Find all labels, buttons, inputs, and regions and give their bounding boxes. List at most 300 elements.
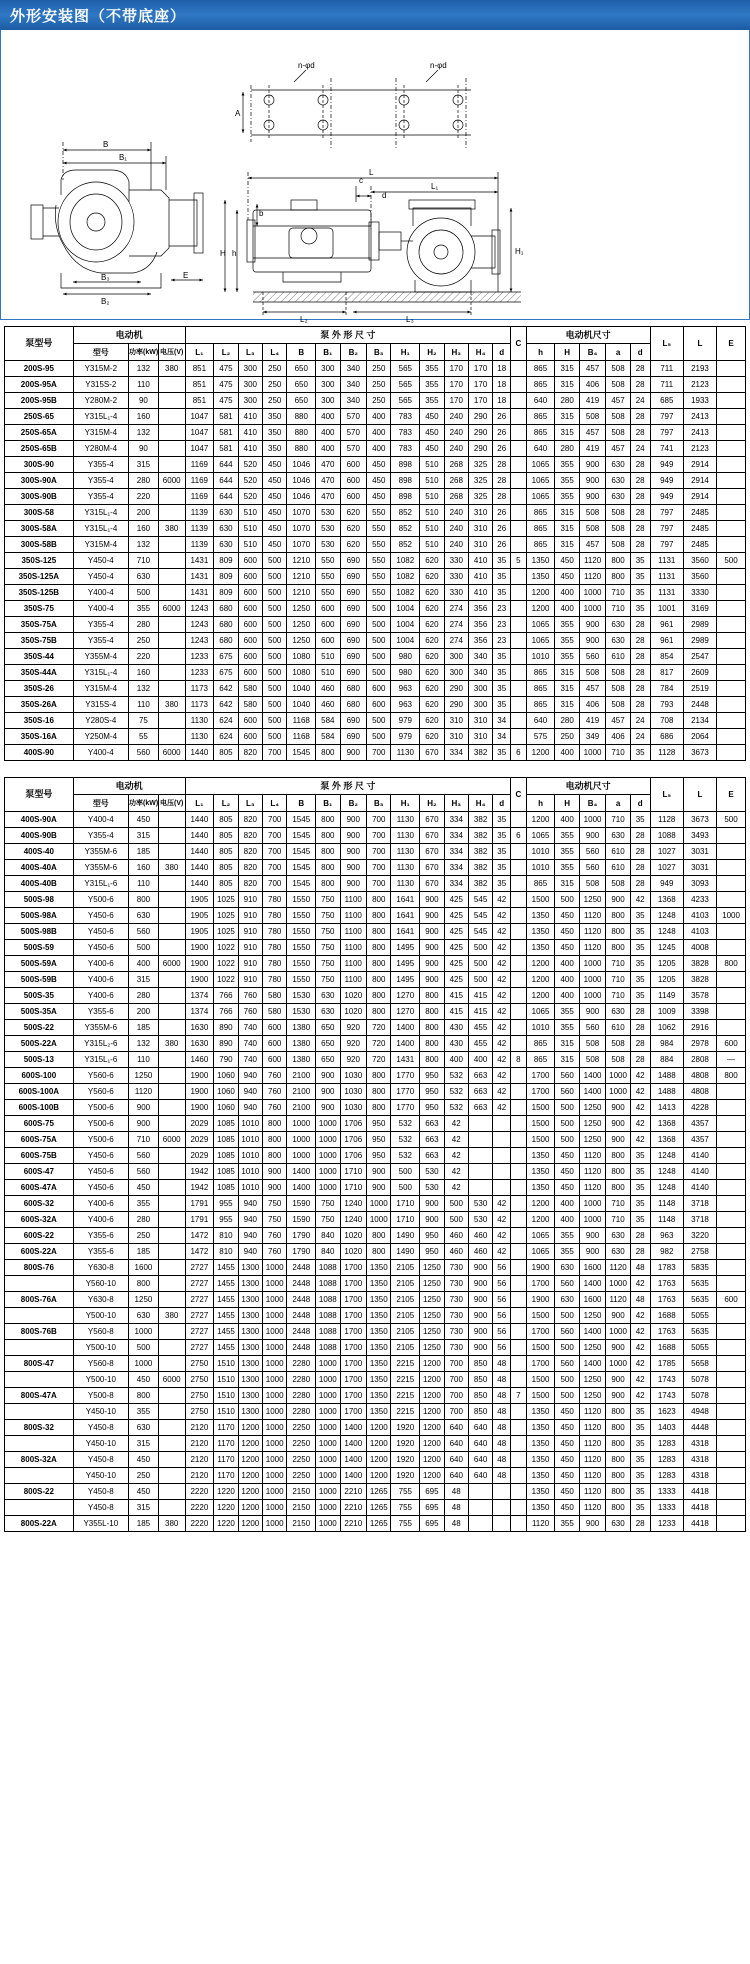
cell-motor-model: Y560-6 <box>73 1068 128 1084</box>
cell-dim-4: 1530 <box>287 988 316 1004</box>
cell-dim-5: 650 <box>316 1020 340 1036</box>
cell-dim-6: 690 <box>340 585 367 601</box>
cell-dim-7: 400 <box>367 425 391 441</box>
cell-L: 2485 <box>683 505 716 521</box>
cell-dim-8: 1270 <box>391 1004 420 1020</box>
cell-voltage <box>158 409 185 425</box>
cell-voltage <box>158 617 185 633</box>
cell-C <box>511 1148 527 1164</box>
cell-L: 4233 <box>683 892 716 908</box>
cell-dim-8: 1495 <box>391 956 420 972</box>
cell-dim-3: 450 <box>263 537 287 553</box>
cell-motordim-1: 355 <box>555 1228 579 1244</box>
cell-motordim-4: 35 <box>630 908 650 924</box>
cell-power: 1250 <box>129 1292 159 1308</box>
cell-dim-10: 334 <box>444 844 468 860</box>
cell-dim-2: 1300 <box>238 1388 262 1404</box>
cell-dim-7: 720 <box>367 1036 391 1052</box>
cell-motordim-1: 315 <box>555 697 579 713</box>
cell-motor-model: Y500-10 <box>73 1308 128 1324</box>
cell-dim-11 <box>468 1484 492 1500</box>
cell-motordim-1: 450 <box>555 569 579 585</box>
th-a-1: a <box>606 344 630 361</box>
cell-dim-2: 300 <box>238 377 262 393</box>
cell-E <box>717 1276 746 1292</box>
table-row <box>5 1164 746 1180</box>
cell-L5: 1248 <box>650 924 683 940</box>
cell-L: 2485 <box>683 537 716 553</box>
cell-dim-5: 530 <box>316 505 340 521</box>
cell-dim-8: 1490 <box>391 1228 420 1244</box>
cell-dim-12: 35 <box>493 665 511 681</box>
cell-motordim-3: 457 <box>606 393 630 409</box>
cell-dim-12: 26 <box>493 409 511 425</box>
cell-dim-4: 1040 <box>287 681 316 697</box>
cell-dim-2: 1010 <box>238 1132 262 1148</box>
cell-motordim-4: 35 <box>630 745 650 761</box>
cell-motordim-4: 28 <box>630 409 650 425</box>
cell-dim-5: 750 <box>316 908 340 924</box>
cell-dim-10: 425 <box>444 892 468 908</box>
cell-dim-4: 2150 <box>287 1500 316 1516</box>
cell-dim-4: 1250 <box>287 601 316 617</box>
cell-voltage <box>158 1356 185 1372</box>
cell-motordim-4: 35 <box>630 553 650 569</box>
cell-dim-11: 310 <box>468 537 492 553</box>
cell-L: 5055 <box>683 1340 716 1356</box>
cell-dim-10: 330 <box>444 553 468 569</box>
cell-dim-3: 500 <box>263 649 287 665</box>
cell-dim-2: 410 <box>238 441 262 457</box>
cell-dim-8: 565 <box>391 393 420 409</box>
cell-dim-2: 1300 <box>238 1404 262 1420</box>
cell-dim-11: 310 <box>468 729 492 745</box>
cell-dim-8: 1641 <box>391 924 420 940</box>
cell-dim-0: 1630 <box>185 1036 214 1052</box>
cell-dim-12: 42 <box>493 1052 511 1068</box>
cell-motordim-4: 42 <box>630 1308 650 1324</box>
cell-dim-12: 42 <box>493 1020 511 1036</box>
cell-dim-10: 500 <box>444 1196 468 1212</box>
cell-motordim-0: 1200 <box>526 601 555 617</box>
cell-motordim-0: 1350 <box>526 924 555 940</box>
cell-motordim-2: 1120 <box>579 908 606 924</box>
cell-dim-5: 650 <box>316 1052 340 1068</box>
cell-dim-9: 900 <box>420 940 444 956</box>
cell-dim-4: 2448 <box>287 1308 316 1324</box>
cell-dim-1: 790 <box>214 1052 238 1068</box>
cell-dim-3: 500 <box>263 633 287 649</box>
cell-dim-0: 1440 <box>185 828 214 844</box>
cell-motor-model: Y355-6 <box>73 1004 128 1020</box>
cell-motordim-1: 450 <box>555 1164 579 1180</box>
cell-motordim-2: 900 <box>579 489 606 505</box>
cell-L: 4357 <box>683 1116 716 1132</box>
cell-motor-model: Y400-4 <box>73 745 128 761</box>
cell-power: 450 <box>129 1452 159 1468</box>
table-row <box>5 1244 746 1260</box>
cell-L5: 961 <box>650 617 683 633</box>
cell-power: 280 <box>129 617 159 633</box>
cell-dim-3: 1000 <box>263 1516 287 1532</box>
cell-E <box>717 537 746 553</box>
cell-dim-10: 425 <box>444 924 468 940</box>
cell-dim-3: 700 <box>263 860 287 876</box>
cell-L5: 1248 <box>650 908 683 924</box>
cell-motordim-3: 1000 <box>606 1324 630 1340</box>
cell-dim-5: 1088 <box>316 1340 340 1356</box>
cell-dim-6: 620 <box>340 521 367 537</box>
cell-dim-1: 1455 <box>214 1292 238 1308</box>
cell-motordim-3: 508 <box>606 1036 630 1052</box>
cell-dim-12: 48 <box>493 1356 511 1372</box>
cell-voltage <box>158 1212 185 1228</box>
cell-dim-1: 581 <box>214 441 238 457</box>
cell-dim-6: 1700 <box>340 1292 367 1308</box>
table-row <box>5 745 746 761</box>
cell-motor-model: Y400-4 <box>73 601 128 617</box>
cell-motordim-4: 42 <box>630 1116 650 1132</box>
cell-power: 185 <box>129 1516 159 1532</box>
cell-voltage <box>158 1484 185 1500</box>
cell-dim-5: 750 <box>316 892 340 908</box>
cell-dim-4: 2100 <box>287 1068 316 1084</box>
cell-motordim-3: 800 <box>606 1452 630 1468</box>
cell-voltage <box>158 1068 185 1084</box>
cell-motordim-0: 865 <box>526 665 555 681</box>
table-row <box>5 585 746 601</box>
cell-dim-8: 1641 <box>391 908 420 924</box>
cell-power: 1000 <box>129 1324 159 1340</box>
cell-dim-6: 1100 <box>340 940 367 956</box>
cell-dim-8: 755 <box>391 1516 420 1532</box>
cell-dim-2: 1300 <box>238 1356 262 1372</box>
cell-dim-0: 1900 <box>185 940 214 956</box>
cell-motordim-1: 500 <box>555 1116 579 1132</box>
cell-E <box>717 1164 746 1180</box>
th-motor-2: 电动机 <box>73 778 185 795</box>
cell-motor-model: Y315L₁-4 <box>73 505 128 521</box>
cell-dim-10: 300 <box>444 665 468 681</box>
cell-dim-12: 42 <box>493 956 511 972</box>
cell-dim-12: 56 <box>493 1276 511 1292</box>
cell-L: 2989 <box>683 633 716 649</box>
cell-dim-1: 475 <box>214 361 238 377</box>
cell-dim-0: 2029 <box>185 1116 214 1132</box>
cell-motordim-0: 1500 <box>526 1372 555 1388</box>
cell-dim-4: 880 <box>287 425 316 441</box>
cell-motordim-1: 400 <box>555 1212 579 1228</box>
cell-dim-11: 300 <box>468 697 492 713</box>
cell-motordim-0: 1065 <box>526 1244 555 1260</box>
cell-dim-3: 1000 <box>263 1484 287 1500</box>
cell-L: 3673 <box>683 812 716 828</box>
cell-motordim-0: 1500 <box>526 1340 555 1356</box>
cell-motor-model: Y355-4 <box>73 633 128 649</box>
cell-motordim-4: 35 <box>630 972 650 988</box>
cell-dim-9: 1200 <box>420 1468 444 1484</box>
cell-power: 450 <box>129 1180 159 1196</box>
cell-dim-9: 620 <box>420 585 444 601</box>
cell-dim-8: 1270 <box>391 988 420 1004</box>
cell-motordim-4: 35 <box>630 1404 650 1420</box>
th-motor-model-1: 型号 <box>73 344 128 361</box>
cell-dim-6: 1030 <box>340 1068 367 1084</box>
spec-table-2 <box>4 777 746 1532</box>
cell-C <box>511 1036 527 1052</box>
cell-dim-6: 900 <box>340 812 367 828</box>
cell-dim-6: 690 <box>340 569 367 585</box>
cell-motordim-0: 1350 <box>526 1180 555 1196</box>
cell-motordim-3: 800 <box>606 1180 630 1196</box>
cell-dim-0: 1047 <box>185 425 214 441</box>
cell-L: 2989 <box>683 617 716 633</box>
cell-pump-model <box>5 1468 74 1484</box>
cell-dim-10: 730 <box>444 1292 468 1308</box>
cell-dim-5: 1000 <box>316 1436 340 1452</box>
cell-dim-1: 1455 <box>214 1260 238 1276</box>
cell-voltage <box>158 1116 185 1132</box>
cell-pump-model <box>5 1308 74 1324</box>
cell-motor-model: Y315M-4 <box>73 425 128 441</box>
cell-dim-5: 1000 <box>316 1500 340 1516</box>
cell-E: 500 <box>717 812 746 828</box>
cell-dim-12: 42 <box>493 1100 511 1116</box>
cell-motordim-4: 48 <box>630 1260 650 1276</box>
table-row <box>5 1020 746 1036</box>
cell-motordim-1: 500 <box>555 1132 579 1148</box>
cell-motordim-1: 355 <box>555 1020 579 1036</box>
cell-L5: 1128 <box>650 812 683 828</box>
cell-voltage <box>158 665 185 681</box>
cell-E <box>717 1436 746 1452</box>
cell-E <box>717 844 746 860</box>
cell-dim-11: 400 <box>468 1052 492 1068</box>
cell-L5: 1403 <box>650 1420 683 1436</box>
cell-L5: 1333 <box>650 1484 683 1500</box>
cell-pump-model: 400S-40A <box>5 860 74 876</box>
cell-dim-12: 26 <box>493 425 511 441</box>
cell-dim-10: 425 <box>444 956 468 972</box>
cell-dim-1: 890 <box>214 1036 238 1052</box>
cell-dim-6: 340 <box>340 361 367 377</box>
cell-dim-0: 2120 <box>185 1452 214 1468</box>
cell-motordim-2: 419 <box>579 713 606 729</box>
cell-L: 3560 <box>683 569 716 585</box>
cell-pump-model: 500S-59B <box>5 972 74 988</box>
cell-C <box>511 633 527 649</box>
cell-dim-5: 630 <box>316 1004 340 1020</box>
cell-motordim-4: 35 <box>630 924 650 940</box>
cell-dim-3: 760 <box>263 1100 287 1116</box>
cell-dim-4: 880 <box>287 441 316 457</box>
cell-dim-0: 1942 <box>185 1180 214 1196</box>
cell-dim-4: 1545 <box>287 812 316 828</box>
cell-dim-11: 640 <box>468 1436 492 1452</box>
th-power-2: 功率(kW) <box>129 795 159 812</box>
cell-dim-12: 48 <box>493 1372 511 1388</box>
cell-motor-model: Y560-10 <box>73 1276 128 1292</box>
cell-power: 280 <box>129 473 159 489</box>
cell-E <box>717 505 746 521</box>
cell-voltage: 380 <box>158 521 185 537</box>
cell-dim-10: 415 <box>444 988 468 1004</box>
table-row <box>5 649 746 665</box>
cell-dim-3: 900 <box>263 1180 287 1196</box>
cell-pump-model: 500S-59 <box>5 940 74 956</box>
cell-dim-7: 550 <box>367 537 391 553</box>
cell-E <box>717 1180 746 1196</box>
cell-dim-1: 1025 <box>214 908 238 924</box>
cell-C <box>511 713 527 729</box>
cell-L: 4418 <box>683 1500 716 1516</box>
cell-power: 132 <box>129 1036 159 1052</box>
cell-motordim-0: 1200 <box>526 956 555 972</box>
cell-dim-1: 1085 <box>214 1180 238 1196</box>
cell-dim-0: 1431 <box>185 585 214 601</box>
cell-dim-5: 584 <box>316 713 340 729</box>
cell-E <box>717 713 746 729</box>
cell-dim-10: 730 <box>444 1340 468 1356</box>
th-H4-2: H₄ <box>468 795 492 812</box>
cell-power: 132 <box>129 425 159 441</box>
cell-L: 3560 <box>683 553 716 569</box>
cell-power: 315 <box>129 457 159 473</box>
cell-dim-8: 1495 <box>391 972 420 988</box>
cell-dim-1: 805 <box>214 828 238 844</box>
cell-L: 3493 <box>683 828 716 844</box>
cell-C <box>511 585 527 601</box>
cell-dim-9: 1200 <box>420 1436 444 1452</box>
cell-motordim-3: 800 <box>606 1468 630 1484</box>
cell-dim-12: 42 <box>493 1004 511 1020</box>
cell-dim-11 <box>468 1164 492 1180</box>
cell-motordim-2: 508 <box>579 876 606 892</box>
cell-motordim-0: 1700 <box>526 1324 555 1340</box>
cell-motordim-1: 355 <box>555 457 579 473</box>
cell-motordim-4: 28 <box>630 697 650 713</box>
cell-motordim-3: 900 <box>606 1372 630 1388</box>
table-row <box>5 1004 746 1020</box>
cell-dim-12: 26 <box>493 505 511 521</box>
cell-dim-1: 1220 <box>214 1516 238 1532</box>
cell-pump-model: 800S-22 <box>5 1484 74 1500</box>
cell-C <box>511 505 527 521</box>
cell-motordim-2: 457 <box>579 361 606 377</box>
cell-motordim-0: 1010 <box>526 1020 555 1036</box>
cell-dim-5: 300 <box>316 361 340 377</box>
cell-motordim-0: 865 <box>526 425 555 441</box>
cell-motordim-4: 28 <box>630 665 650 681</box>
cell-dim-4: 1550 <box>287 924 316 940</box>
table-row <box>5 441 746 457</box>
cell-motordim-0: 865 <box>526 409 555 425</box>
cell-pump-model: 350S-75B <box>5 633 74 649</box>
cell-dim-5: 1000 <box>316 1356 340 1372</box>
cell-pump-model: 300S-90B <box>5 489 74 505</box>
cell-motordim-3: 800 <box>606 1500 630 1516</box>
cell-dim-8: 1770 <box>391 1100 420 1116</box>
cell-dim-7: 1265 <box>367 1484 391 1500</box>
cell-E <box>717 425 746 441</box>
cell-power: 160 <box>129 521 159 537</box>
cell-motor-model: Y400-6 <box>73 988 128 1004</box>
cell-dim-3: 780 <box>263 956 287 972</box>
cell-power: 110 <box>129 1052 159 1068</box>
cell-motordim-2: 1250 <box>579 1340 606 1356</box>
cell-dim-10: 42 <box>444 1148 468 1164</box>
cell-dim-9: 670 <box>420 745 444 761</box>
cell-L: 4318 <box>683 1452 716 1468</box>
cell-dim-6: 1400 <box>340 1420 367 1436</box>
cell-pump-model: 350S-16 <box>5 713 74 729</box>
cell-voltage <box>158 1388 185 1404</box>
cell-dim-1: 644 <box>214 473 238 489</box>
cell-dim-12: 18 <box>493 393 511 409</box>
table-row <box>5 1404 746 1420</box>
cell-dim-1: 624 <box>214 713 238 729</box>
cell-dim-7: 400 <box>367 409 391 425</box>
cell-motordim-2: 1400 <box>579 1068 606 1084</box>
cell-dim-3: 1000 <box>263 1308 287 1324</box>
cell-motordim-2: 900 <box>579 1004 606 1020</box>
cell-E <box>717 1116 746 1132</box>
cell-dim-5: 1088 <box>316 1308 340 1324</box>
cell-dim-2: 1300 <box>238 1324 262 1340</box>
cell-motordim-4: 35 <box>630 1164 650 1180</box>
table-row <box>5 1500 746 1516</box>
cell-pump-model: 350S-75A <box>5 617 74 633</box>
cell-motordim-3: 508 <box>606 361 630 377</box>
cell-motordim-4: 35 <box>630 940 650 956</box>
cell-dim-8: 1770 <box>391 1084 420 1100</box>
cell-dim-0: 2120 <box>185 1468 214 1484</box>
cell-motordim-3: 610 <box>606 844 630 860</box>
cell-dim-0: 1233 <box>185 665 214 681</box>
cell-voltage <box>158 988 185 1004</box>
cell-motordim-1: 355 <box>555 844 579 860</box>
cell-dim-5: 460 <box>316 697 340 713</box>
label-d: d <box>382 191 387 200</box>
cell-voltage <box>158 876 185 892</box>
cell-L: 5078 <box>683 1388 716 1404</box>
cell-E <box>717 489 746 505</box>
table-row <box>5 1292 746 1308</box>
cell-dim-7: 800 <box>367 1068 391 1084</box>
cell-dim-0: 2750 <box>185 1388 214 1404</box>
cell-voltage <box>158 569 185 585</box>
cell-dim-5: 650 <box>316 1036 340 1052</box>
cell-dim-3: 250 <box>263 377 287 393</box>
cell-dim-8: 1920 <box>391 1420 420 1436</box>
th-d-2: d <box>493 795 511 812</box>
table-row <box>5 425 746 441</box>
cell-dim-10: 400 <box>444 1052 468 1068</box>
cell-dim-5: 400 <box>316 425 340 441</box>
cell-pump-model: 800S-47 <box>5 1356 74 1372</box>
cell-dim-0: 1942 <box>185 1164 214 1180</box>
cell-C <box>511 1100 527 1116</box>
cell-dim-8: 2105 <box>391 1308 420 1324</box>
cell-dim-11: 545 <box>468 908 492 924</box>
cell-dim-6: 1100 <box>340 908 367 924</box>
cell-dim-11: 290 <box>468 425 492 441</box>
cell-voltage <box>158 377 185 393</box>
cell-L5: 817 <box>650 665 683 681</box>
cell-dim-12: 23 <box>493 633 511 649</box>
cell-dim-3: 750 <box>263 1196 287 1212</box>
cell-dim-12: 35 <box>493 649 511 665</box>
